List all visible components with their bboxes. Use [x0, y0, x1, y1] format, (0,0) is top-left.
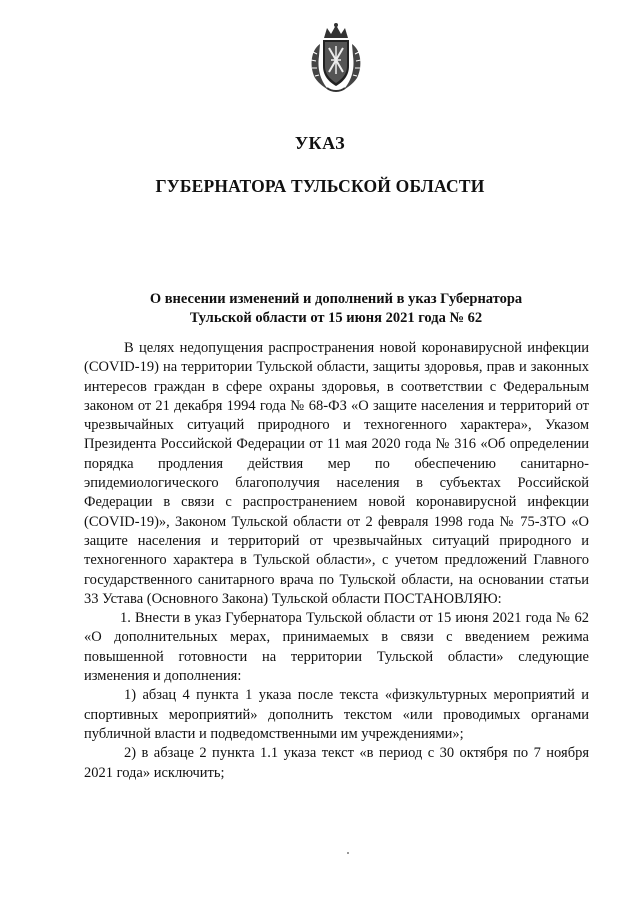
subitem-1-paragraph: 1) абзац 4 пункта 1 указа после текста «физкультурных мероприятий и спортивных мероприятий» дополнить текстом «или проводимых органами публичной власти и подведомственными им учреждениями»;: [84, 687, 589, 742]
preamble-paragraph: В целях недопущения распространения новой коронавирусной инфекции (COVID-19) на территории Тульской области, защиты здоровья, прав и законных интересов граждан в сфере охраны здоровья, в соответствии с Федеральным законом от 21 декабря 1994 года № 68-ФЗ «О защите населения и территорий от чрезвычайных ситуаций природного и техногенного характера», Указом Президента Российской Федерации от 11 мая 2020 года № 316 «Об определении порядка продления действия мер по обеспечению санитарно-эпидемиологического благополучия населения в субъектах Российской Федерации в связи с распространением новой коронавирусной инфекции (COVID-19)», Законом Тульской области от 2 февраля 1998 года № 75-ЗТО «О защите населения и территорий от чрезвычайных ситуаций природного и техногенного характера в Тульской области», с учетом предложений Главного государственного санитарного врача по Тульской области, на основании статьи 33 Устава (Основного Закона) Тульской области ПОСТАНОВЛЯЮ:: [84, 340, 589, 607]
issuer-title: ГУБЕРНАТОРА ТУЛЬСКОЙ ОБЛАСТИ: [155, 176, 485, 196]
document-title: УКАЗ: [294, 133, 346, 153]
scan-speck: [347, 852, 349, 854]
subject-line-2: Тульской области от 15 июня 2021 года № 62: [189, 310, 483, 326]
document-subject: [120, 290, 552, 328]
document-body: [84, 339, 589, 783]
subject-line-1: О внесении изменений и дополнений в указ Губернатора: [149, 291, 523, 307]
item-1-paragraph: 1. Внести в указ Губернатора Тульской области от 15 июня 2021 года № 62 «О дополнительных мерах, принимаемых в связи с введением режима повышенной готовности на территории Тульской области» следующие изменения и дополнения:: [84, 610, 589, 685]
subitem-2-paragraph: 2) в абзаце 2 пункта 1.1 указа текст «в период с 30 октября по 7 ноября 2021 года» исключить;: [84, 745, 589, 781]
coat-of-arms-icon: [305, 22, 367, 94]
